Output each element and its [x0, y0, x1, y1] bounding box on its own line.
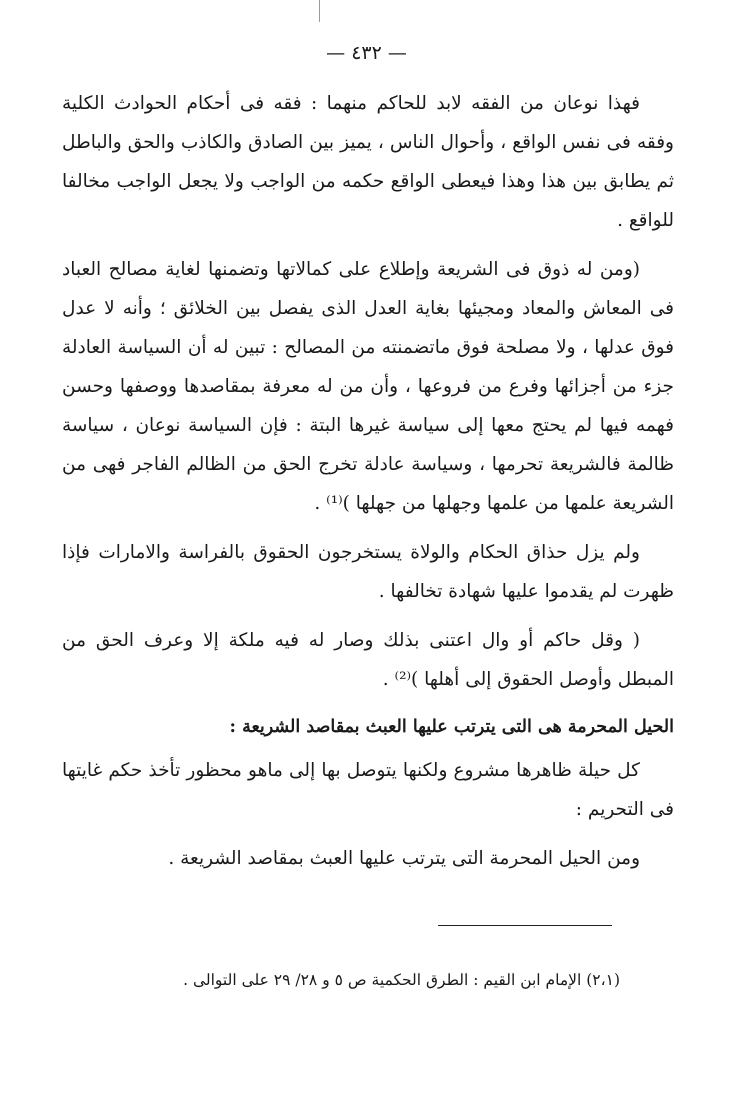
- paragraph-1: فهذا نوعان من الفقه لابد للحاكم منهما : فقه فى أحكام الحوادث الكلية وفقه فى نفس الواقع ، وأحوال الناس ، يميز بين الصادق والكاذب والحق والباطل ثم يطابق بين هذا وهذا فيعطى الواقع حكمه من الواجب ولا يجعل الواجب مخالفا للواقع .: [62, 93, 674, 231]
- paragraph-2: (ومن له ذوق فى الشريعة وإطلاع على كمالاتها وتضمنها لغاية مصالح العباد فى المعاش والمعاد ومجيئها بغاية العدل الذى يفصل بين الخلائق ؛ وأنه لا عدل فوق عدلها ، ولا مصلحة فوق ماتضمنته من المصالح : تبين له أن السياسة العادلة جزء من أجزائها وفرع من فروعها ، وأن من له معرفة بمقاصدها ووصفها وحسن فهمه فيها لم يحتج معها إلى سياسة غيرها البتة : فإن السياسة نوعان ، سياسة ظالمة فالشريعة تحرمها ، وسياسة عادلة تخرج الحق من الظالم الفاجر فهى من الشريعة علمها من علمها وجهلها من جهلها )⁽¹⁾ .: [62, 259, 674, 514]
- page-number: — ٤٣٢ —: [326, 42, 407, 64]
- paragraph-3: ولم يزل حذاق الحكام والولاة يستخرجون الحقوق بالفراسة والامارات فإذا ظهرت لم يقدموا عليها شهادة تخالفها .: [62, 542, 674, 602]
- section-heading: الحيل المحرمة هى التى يترتب عليها العبث بمقاصد الشريعة :: [229, 717, 674, 737]
- scan-artifact-line: [319, 0, 320, 22]
- footnote-divider: [438, 925, 612, 926]
- main-text: [62, 84, 674, 888]
- paragraph-5: كل حيلة ظاهرها مشروع ولكنها يتوصل بها إلى ماهو محظور تأخذ حكم غايتها فى التحريم :: [62, 760, 674, 820]
- paragraph-4: ( وقل حاكم أو وال اعتنى بذلك وصار له فيه ملكة إلا وعرف الحق من المبطل وأوصل الحقوق إلى أهلها )⁽²⁾ .: [62, 630, 674, 690]
- paragraph-6: ومن الحيل المحرمة التى يترتب عليها العبث بمقاصد الشريعة .: [168, 848, 640, 869]
- footnote: (٢،١) الإمام ابن القيم : الطرق الحكمية ص ٥ و ٢٨/ ٢٩ على التوالى .: [183, 971, 620, 989]
